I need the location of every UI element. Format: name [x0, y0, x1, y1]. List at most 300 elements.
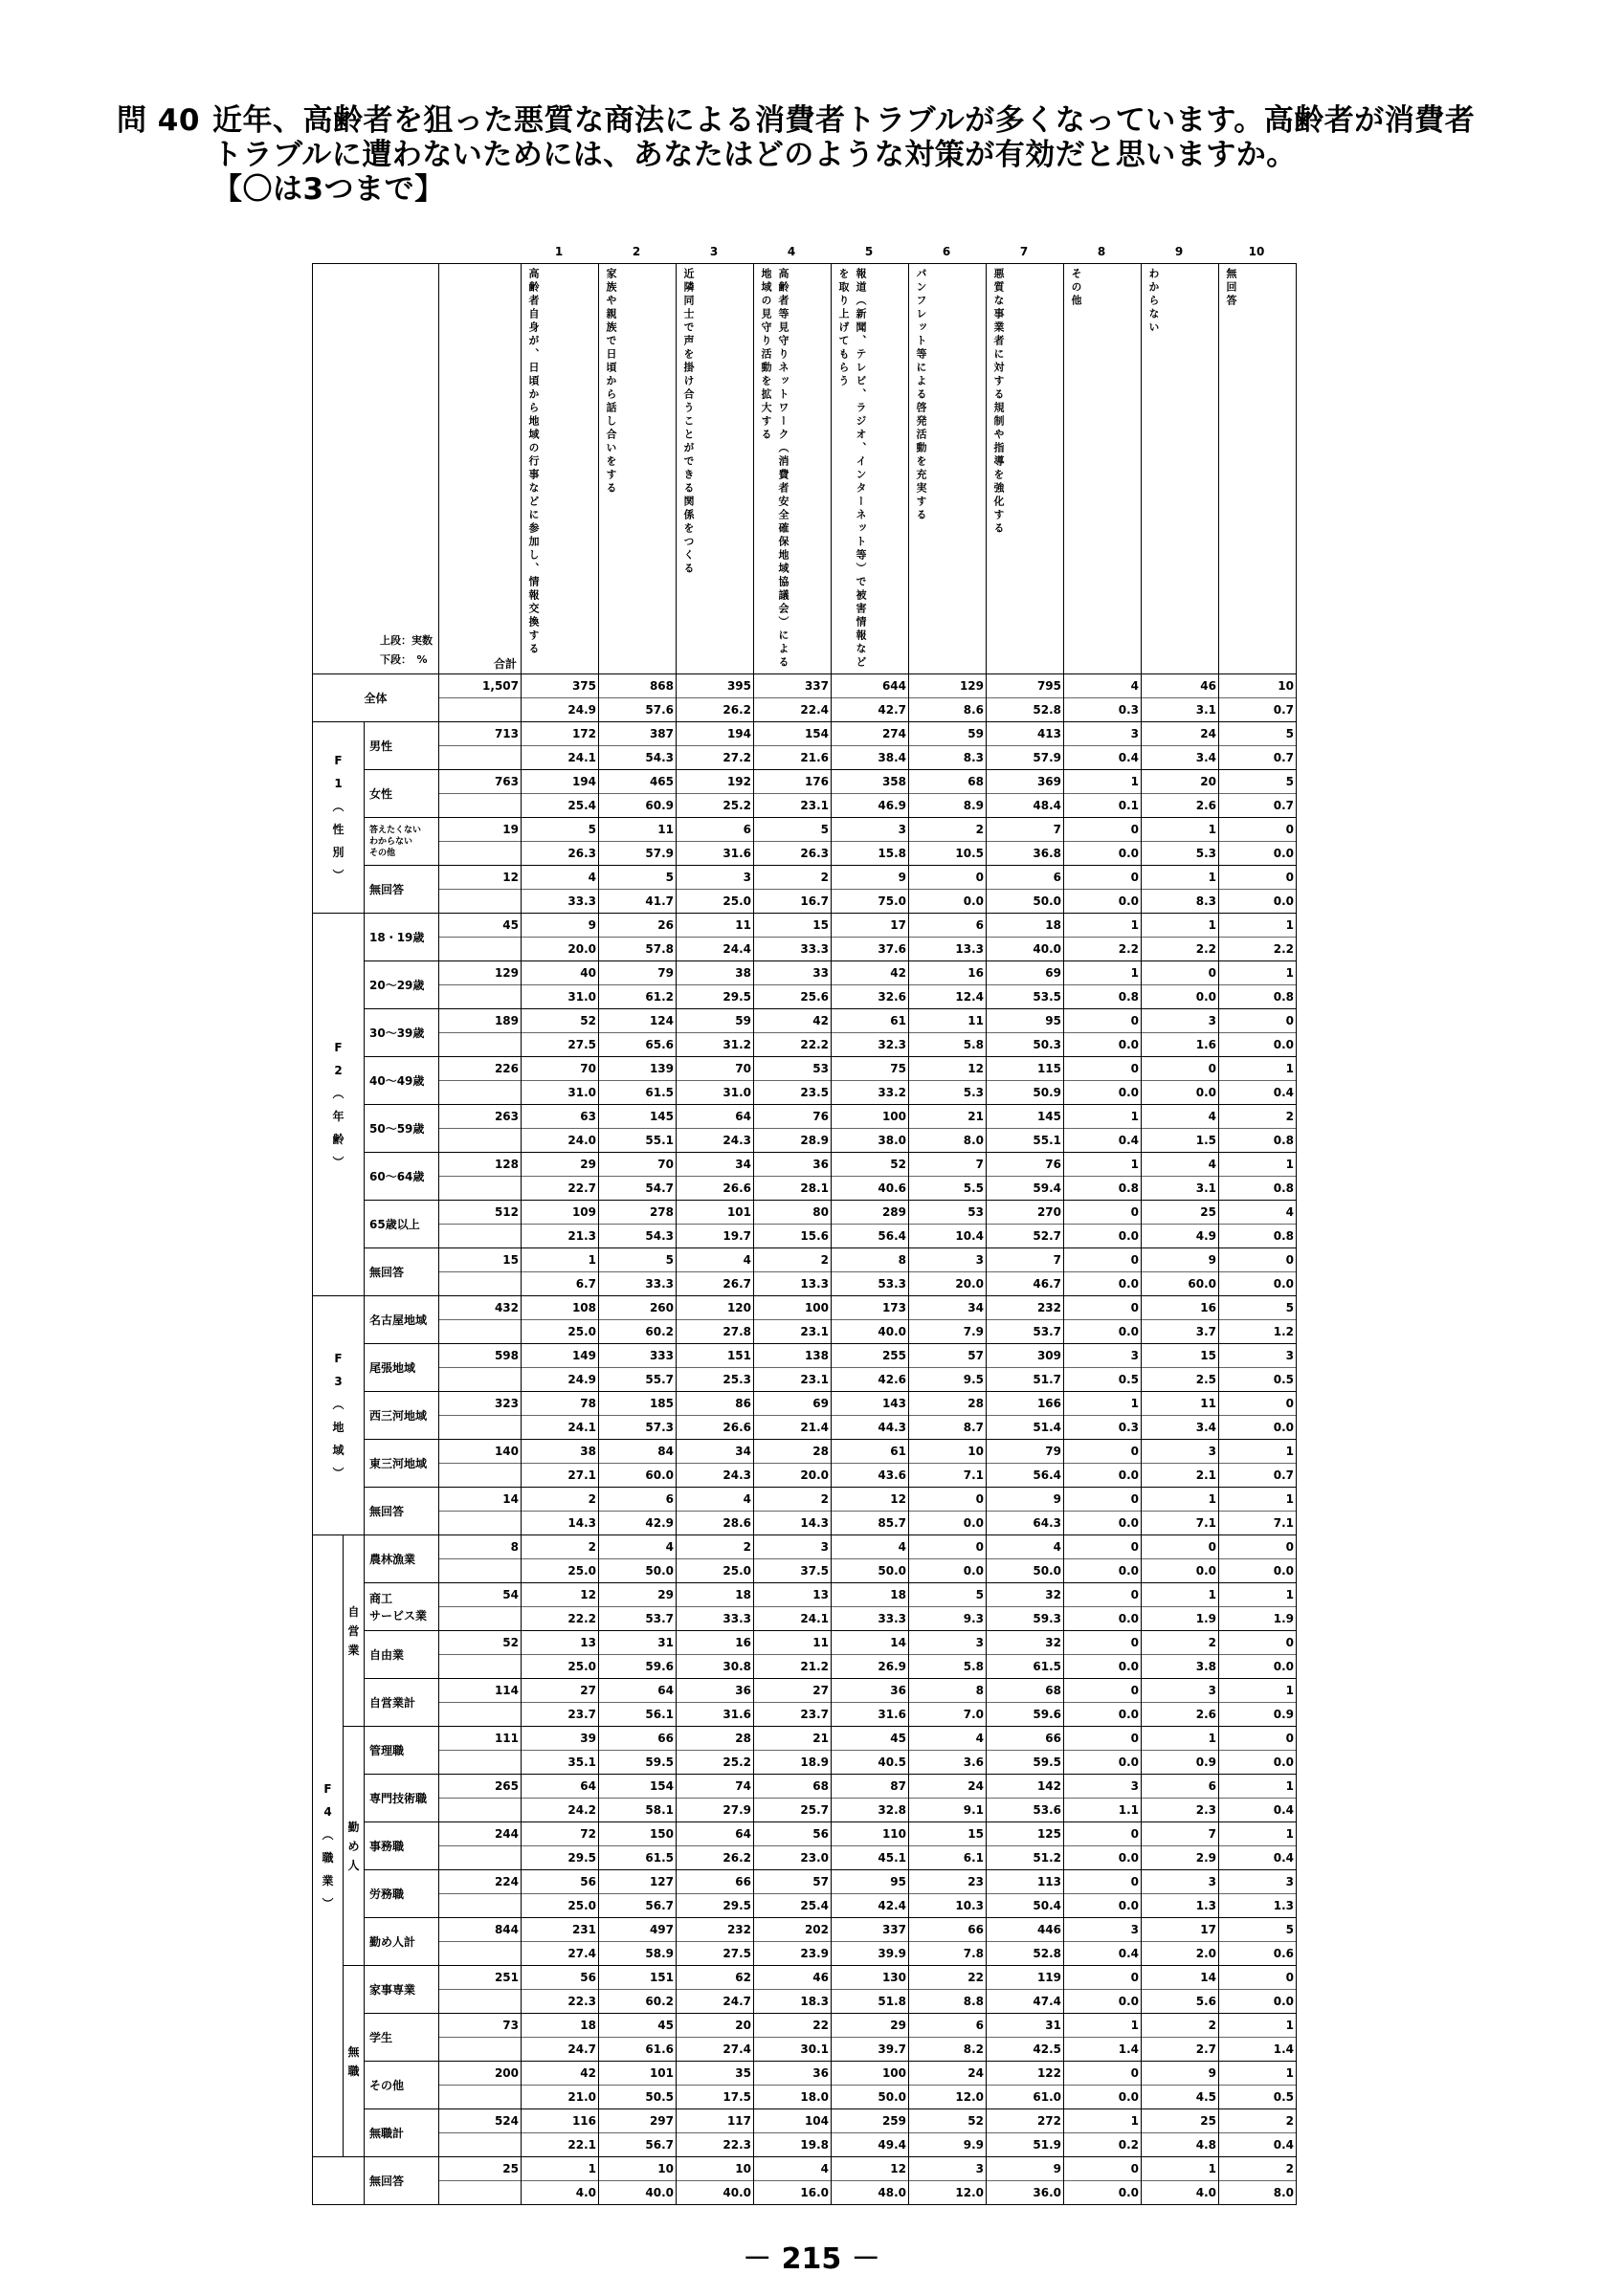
value-cell [677, 1248, 754, 1296]
total-count: 263 [494, 1110, 519, 1123]
value-cell [599, 1870, 677, 1918]
value-cell [1142, 1105, 1219, 1153]
count-value: 0 [1130, 1253, 1139, 1267]
count-value: 465 [649, 775, 674, 788]
percent-value: 56.4 [987, 1463, 1063, 1487]
count-value: 100 [881, 2066, 906, 2080]
value-cell [1219, 1009, 1297, 1057]
count-value: 46 [812, 1971, 829, 1984]
percent-value: 50.0 [832, 2085, 908, 2108]
value-cell [987, 914, 1064, 961]
value-cell [522, 1248, 599, 1296]
count-value: 11 [735, 918, 751, 932]
count-value: 100 [881, 1110, 906, 1123]
percent-value: 2.5 [1142, 1367, 1218, 1391]
percent-value: 0.9 [1219, 1702, 1296, 1726]
count-value: 278 [649, 1205, 674, 1219]
value-cell [1142, 1009, 1219, 1057]
value-cell [1142, 1918, 1219, 1966]
count-value: 15 [967, 1827, 984, 1841]
percent-value: 0.0 [1219, 1750, 1296, 1774]
value-cell [1219, 1535, 1297, 1583]
value-cell [1064, 2157, 1142, 2205]
count-value: 413 [1036, 727, 1061, 740]
value-cell [522, 1727, 599, 1775]
count-value: 34 [735, 1158, 751, 1171]
row-label: 専門技術職 [365, 1775, 439, 1822]
value-cell [1064, 1870, 1142, 1918]
value-cell [909, 1631, 987, 1679]
percent-value: 27.4 [677, 2037, 753, 2061]
count-value: 22 [812, 2019, 829, 2032]
value-cell [754, 1822, 832, 1870]
row-label: 女性 [365, 770, 439, 818]
count-value: 309 [1036, 1349, 1061, 1362]
count-value: 86 [735, 1397, 751, 1410]
total-count: 524 [494, 2114, 519, 2128]
value-cell [987, 1344, 1064, 1392]
count-value: 28 [967, 1397, 984, 1410]
count-value: 3 [1285, 1875, 1294, 1888]
total-count: 265 [494, 1779, 519, 1793]
count-value: 145 [649, 1110, 674, 1123]
percent-value: 30.8 [677, 1654, 753, 1678]
value-cell [522, 818, 599, 866]
count-value: 53 [812, 1062, 829, 1075]
count-value: 64 [580, 1779, 596, 1793]
value-cell [1064, 1296, 1142, 1344]
total-pct-blank [439, 745, 521, 769]
percent-value: 29.5 [522, 1845, 598, 1869]
value-cell [522, 674, 599, 722]
percent-value: 61.2 [599, 984, 676, 1008]
value-cell [909, 1870, 987, 1918]
count-value: 145 [1036, 1110, 1061, 1123]
count-value: 21 [967, 1110, 984, 1123]
percent-value: 18.9 [754, 1750, 831, 1774]
percent-value: 25.3 [677, 1367, 753, 1391]
count-value: 1 [1285, 1492, 1294, 1506]
count-value: 1 [1285, 966, 1294, 980]
count-value: 2 [820, 1492, 829, 1506]
percent-value: 7.1 [909, 1463, 986, 1487]
value-cell [1219, 2157, 1297, 2205]
value-cell [909, 1057, 987, 1105]
total-count: 140 [494, 1445, 519, 1458]
percent-value: 2.1 [1142, 1463, 1218, 1487]
count-value: 143 [881, 1397, 906, 1410]
count-value: 274 [881, 727, 906, 740]
percent-value: 25.4 [522, 793, 598, 817]
percent-value: 53.3 [832, 1271, 908, 1295]
count-value: 61 [890, 1445, 906, 1458]
count-value: 375 [571, 679, 596, 693]
value-cell [522, 1775, 599, 1822]
count-value: 66 [1045, 1732, 1061, 1745]
value-cell [1219, 1344, 1297, 1392]
percent-value: 57.6 [599, 697, 676, 721]
value-cell [832, 914, 909, 961]
value-cell [987, 674, 1064, 722]
percent-value: 13.3 [909, 937, 986, 960]
value-cell [522, 722, 599, 770]
percent-value: 39.7 [832, 2037, 908, 2061]
count-value: 5 [1285, 775, 1294, 788]
count-value: 109 [571, 1205, 596, 1219]
percent-value: 12.0 [909, 2085, 986, 2108]
count-value: 16 [1200, 1301, 1216, 1314]
count-value: 0 [1285, 1732, 1294, 1745]
percent-value: 0.8 [1219, 1224, 1296, 1247]
total-cell [439, 866, 522, 914]
row-label: 勤め人計 [365, 1918, 439, 1966]
total-pct-blank [439, 2132, 521, 2156]
value-cell [754, 1105, 832, 1153]
percent-value: 0.0 [1219, 1558, 1296, 1582]
count-value: 33 [812, 966, 829, 980]
count-value: 0 [1130, 1540, 1139, 1554]
percent-value: 33.2 [832, 1080, 908, 1104]
value-cell [1142, 1631, 1219, 1679]
row-label: 60～64歳 [365, 1153, 439, 1201]
percent-value: 25.6 [754, 984, 831, 1008]
total-cell [439, 1153, 522, 1201]
count-value: 87 [890, 1779, 906, 1793]
value-cell [754, 1631, 832, 1679]
percent-value: 60.2 [599, 1319, 676, 1343]
percent-value: 0.0 [1064, 841, 1141, 865]
percent-value: 0.0 [1064, 2085, 1141, 2108]
percent-value: 22.3 [522, 1989, 598, 2013]
value-cell [1219, 1105, 1297, 1153]
count-value: 27 [812, 1684, 829, 1697]
value-cell [1142, 722, 1219, 770]
count-value: 0 [1130, 1588, 1139, 1601]
value-cell [599, 1679, 677, 1727]
count-value: 0 [1130, 1684, 1139, 1697]
percent-value: 28.9 [754, 1128, 831, 1152]
value-cell [677, 818, 754, 866]
value-cell [522, 866, 599, 914]
value-cell [1219, 1057, 1297, 1105]
percent-value: 14.3 [522, 1511, 598, 1534]
percent-value: 0.8 [1219, 984, 1296, 1008]
percent-value: 0.3 [1064, 1415, 1141, 1439]
count-value: 17 [1200, 1923, 1216, 1936]
count-value: 176 [804, 775, 829, 788]
count-value: 0 [1130, 1205, 1139, 1219]
value-cell [677, 1583, 754, 1631]
percent-value: 0.0 [1064, 1558, 1141, 1582]
percent-value: 59.6 [987, 1702, 1063, 1726]
count-value: 4 [1053, 1540, 1061, 1554]
percent-value: 0.8 [1219, 1176, 1296, 1200]
percent-value: 29.5 [677, 984, 753, 1008]
percent-value: 51.2 [987, 1845, 1063, 1869]
percent-value: 57.8 [599, 937, 676, 960]
count-value: 2 [588, 1540, 596, 1554]
percent-value: 27.1 [522, 1463, 598, 1487]
percent-value: 24.1 [522, 745, 598, 769]
count-value: 0 [1130, 1014, 1139, 1027]
value-cell [1142, 1679, 1219, 1727]
percent-value: 24.3 [677, 1128, 753, 1152]
count-value: 84 [657, 1445, 674, 1458]
count-value: 139 [649, 1062, 674, 1075]
value-cell [832, 1344, 909, 1392]
value-cell [1064, 1822, 1142, 1870]
percent-value: 8.2 [909, 2037, 986, 2061]
count-value: 150 [649, 1827, 674, 1841]
count-value: 0 [975, 871, 984, 884]
percent-value: 51.7 [987, 1367, 1063, 1391]
column-header [1142, 264, 1219, 674]
count-value: 1 [1208, 1588, 1216, 1601]
percent-value: 0.0 [1064, 1989, 1141, 2013]
percent-value: 58.9 [599, 1941, 676, 1965]
value-cell [754, 818, 832, 866]
count-value: 0 [1208, 1540, 1216, 1554]
percent-value: 0.0 [909, 1558, 986, 1582]
percent-value: 61.5 [987, 1654, 1063, 1678]
percent-value: 21.0 [522, 2085, 598, 2108]
percent-value: 55.1 [599, 1128, 676, 1152]
count-value: 8 [975, 1684, 984, 1697]
value-cell [599, 1440, 677, 1488]
value-cell [1064, 1775, 1142, 1822]
value-cell [1064, 1966, 1142, 2014]
count-value: 36 [812, 1158, 829, 1171]
percent-value: 0.5 [1219, 2085, 1296, 2108]
value-cell [832, 1583, 909, 1631]
count-value: 1 [1285, 1158, 1294, 1171]
percent-value: 41.7 [599, 889, 676, 913]
percent-value: 7.0 [909, 1702, 986, 1726]
value-cell [754, 1488, 832, 1535]
count-value: 70 [580, 1062, 596, 1075]
count-value: 11 [657, 823, 674, 836]
percent-value: 31.6 [832, 1702, 908, 1726]
row-label: 家事専業 [365, 1966, 439, 2014]
count-value: 3 [1130, 727, 1139, 740]
count-value: 1 [1285, 1062, 1294, 1075]
percent-value: 6.7 [522, 1271, 598, 1295]
total-cell [439, 1057, 522, 1105]
count-value: 18 [1045, 918, 1061, 932]
row-label: 名古屋地域 [365, 1296, 439, 1344]
value-cell [522, 1679, 599, 1727]
row-label: 尾張地域 [365, 1344, 439, 1392]
value-cell [987, 1057, 1064, 1105]
count-value: 10 [1278, 679, 1294, 693]
percent-value: 37.6 [832, 937, 908, 960]
percent-value: 3.7 [1142, 1319, 1218, 1343]
count-value: 64 [735, 1827, 751, 1841]
total-pct-blank [439, 1128, 521, 1152]
total-count: 14 [502, 1492, 519, 1506]
value-cell [677, 2062, 754, 2109]
count-value: 0 [1130, 1301, 1139, 1314]
count-value: 2 [1208, 1636, 1216, 1649]
percent-value: 0.7 [1219, 697, 1296, 721]
percent-value: 61.5 [599, 1845, 676, 1869]
count-value: 8 [898, 1253, 906, 1267]
total-count: 73 [502, 2019, 519, 2032]
percent-value: 12.0 [909, 2180, 986, 2204]
percent-value: 0.0 [1064, 2180, 1141, 2204]
value-cell [1142, 1440, 1219, 1488]
value-cell [909, 2062, 987, 2109]
percent-value: 0.4 [1064, 1941, 1141, 1965]
count-value: 3 [1130, 1779, 1139, 1793]
value-cell [599, 722, 677, 770]
value-cell [832, 1009, 909, 1057]
value-cell [1064, 866, 1142, 914]
count-value: 36 [890, 1684, 906, 1697]
row-label: 農林漁業 [365, 1535, 439, 1583]
value-cell [1142, 674, 1219, 722]
percent-value: 25.0 [522, 1654, 598, 1678]
value-cell [909, 1488, 987, 1535]
percent-value: 55.1 [987, 1128, 1063, 1152]
value-cell [832, 1870, 909, 1918]
count-value: 117 [726, 2114, 751, 2128]
percent-value: 8.8 [909, 1989, 986, 2013]
percent-value: 21.6 [754, 745, 831, 769]
value-cell [1064, 1679, 1142, 1727]
count-value: 32 [1045, 1588, 1061, 1601]
count-value: 59 [967, 727, 984, 740]
count-value: 0 [1285, 1540, 1294, 1554]
count-value: 0 [1130, 1827, 1139, 1841]
percent-value: 2.2 [1064, 937, 1141, 960]
value-cell [754, 1535, 832, 1583]
value-cell [1219, 674, 1297, 722]
total-count: 251 [494, 1971, 519, 1984]
count-value: 6 [975, 2019, 984, 2032]
count-value: 138 [804, 1349, 829, 1362]
value-cell [1219, 818, 1297, 866]
count-value: 34 [735, 1445, 751, 1458]
count-value: 57 [812, 1875, 829, 1888]
count-value: 24 [967, 1779, 984, 1793]
percent-value: 22.7 [522, 1176, 598, 1200]
percent-value: 26.7 [677, 1271, 753, 1295]
count-value: 0 [1130, 823, 1139, 836]
count-value: 4 [743, 1492, 751, 1506]
count-value: 7 [1053, 823, 1061, 836]
total-cell [439, 1775, 522, 1822]
value-cell [1142, 1583, 1219, 1631]
value-cell [599, 1009, 677, 1057]
total-cell [439, 1583, 522, 1631]
table-row [313, 1248, 1297, 1296]
total-pct-blank [439, 697, 521, 721]
value-cell [754, 1248, 832, 1296]
value-cell [832, 722, 909, 770]
group-f1-label: F 1 ︵ 性 別 ︶ [313, 722, 365, 914]
total-pct-blank [439, 1415, 521, 1439]
percent-value: 28.6 [677, 1511, 753, 1534]
value-cell [1064, 1153, 1142, 1201]
group-f4-label: F 4 ︵ 職 業 ︶ [313, 1535, 344, 2157]
count-value: 289 [881, 1205, 906, 1219]
total-pct-blank [439, 2085, 521, 2108]
percent-value: 0.0 [1142, 1080, 1218, 1104]
value-cell [677, 1631, 754, 1679]
count-value: 4 [743, 1253, 751, 1267]
percent-value: 16.0 [754, 2180, 831, 2204]
count-value: 70 [735, 1062, 751, 1075]
count-value: 95 [1045, 1014, 1061, 1027]
count-value: 5 [1285, 1301, 1294, 1314]
count-value: 2 [1285, 2162, 1294, 2175]
percent-value: 60.9 [599, 793, 676, 817]
column-header-text: パンフレット等による啓発活動を充実する [915, 268, 927, 522]
value-cell [754, 961, 832, 1009]
count-value: 4 [898, 1540, 906, 1554]
row-label: 20～29歳 [365, 961, 439, 1009]
percent-value: 53.7 [599, 1606, 676, 1630]
value-cell [909, 1105, 987, 1153]
total-cell [439, 1535, 522, 1583]
value-cell [522, 961, 599, 1009]
percent-value: 29.5 [677, 1893, 753, 1917]
total-cell [439, 2062, 522, 2109]
value-cell [522, 1057, 599, 1105]
total-cell [439, 1296, 522, 1344]
total-cell [439, 818, 522, 866]
value-cell [1064, 722, 1142, 770]
total-count: 713 [494, 727, 519, 740]
value-cell [1064, 1248, 1142, 1296]
value-cell [987, 1679, 1064, 1727]
count-value: 0 [1130, 1732, 1139, 1745]
percent-value: 26.3 [754, 841, 831, 865]
count-value: 31 [1045, 2019, 1061, 2032]
count-value: 2 [820, 1253, 829, 1267]
count-value: 69 [1045, 966, 1061, 980]
count-value: 20 [1200, 775, 1216, 788]
count-value: 46 [1200, 679, 1216, 693]
value-cell [677, 1153, 754, 1201]
percent-value: 24.9 [522, 697, 598, 721]
value-cell [909, 770, 987, 818]
value-cell [522, 770, 599, 818]
count-value: 39 [580, 1732, 596, 1745]
row-label: 40～49歳 [365, 1057, 439, 1105]
percent-value: 26.9 [832, 1654, 908, 1678]
percent-value: 59.6 [599, 1654, 676, 1678]
value-cell [832, 2014, 909, 2062]
value-cell [987, 1296, 1064, 1344]
value-cell [987, 1822, 1064, 1870]
percent-value: 23.7 [522, 1702, 598, 1726]
count-value: 395 [726, 679, 751, 693]
value-cell [987, 1201, 1064, 1248]
count-value: 0 [1208, 1062, 1216, 1075]
count-value: 4 [1285, 1205, 1294, 1219]
value-cell [832, 1727, 909, 1775]
count-value: 192 [726, 775, 751, 788]
percent-value: 59.5 [987, 1750, 1063, 1774]
value-cell [909, 674, 987, 722]
total-cell [439, 1105, 522, 1153]
row-label: 自営業計 [365, 1679, 439, 1727]
count-value: 0 [975, 1540, 984, 1554]
row-label: 商工 サービス業 [365, 1583, 439, 1631]
table-row [313, 1105, 1297, 1153]
